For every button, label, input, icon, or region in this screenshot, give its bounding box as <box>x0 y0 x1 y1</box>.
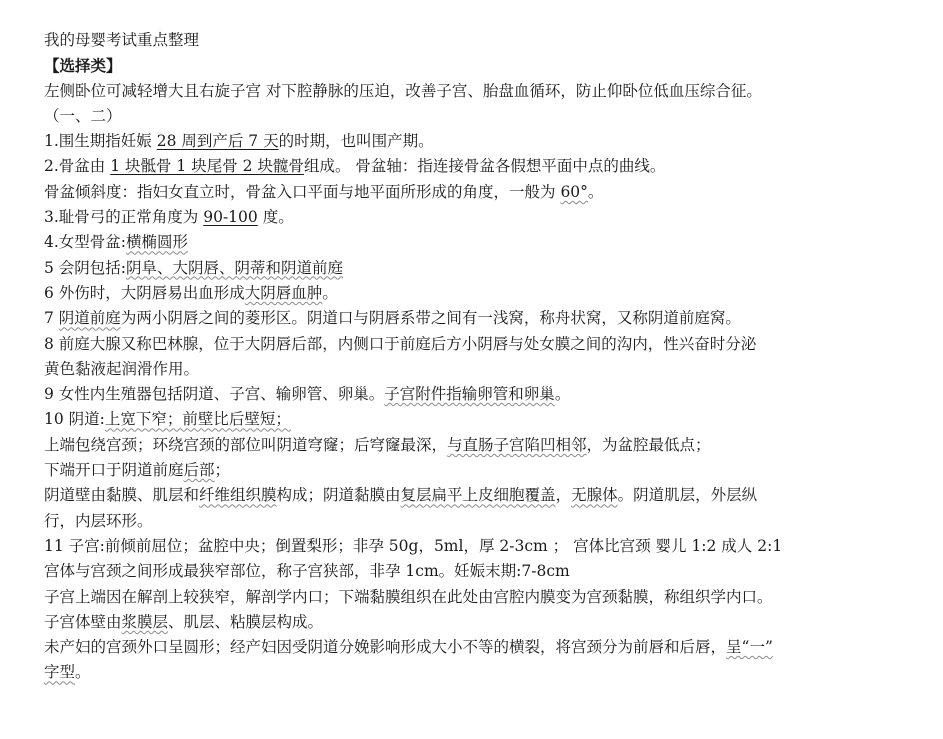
document-page <box>44 28 924 686</box>
text-line: 宫体与宫颈之间形成最狭窄部位，称子宫狭部，非孕 1cm。妊娠末期:7-8cm <box>44 562 570 581</box>
text-line: 子宫上端因在解剖上较狭窄，解剖学内口；下端黏膜组织在此处由宫腔内膜变为宫颈黏膜，称组织学内口。 <box>44 587 773 606</box>
text-line: 10 阴道:上宽下窄；前壁比后壁短； <box>44 410 291 429</box>
text-line: 子宫体壁由浆膜层、肌层、粘膜层构成。 <box>44 612 324 631</box>
text-line: 5 会阴包括:阴阜、大阴唇、阴蒂和阴道前庭 <box>44 258 344 277</box>
document-title: 我的母婴考试重点整理 <box>44 31 200 49</box>
text-line: （一、二） <box>44 106 122 125</box>
text-line: 骨盆倾斜度：指妇女直立时，骨盆入口平面与地平面所形成的角度，一般为 60°。 <box>44 182 604 201</box>
text-line: 3.耻骨弓的正常角度为 90-100 度。 <box>44 208 294 227</box>
text-line: 未产妇的宫颈外口呈圆形；经产妇因受阴道分娩影响形成大小不等的横裂，将宫颈分为前唇和后唇，呈“一” <box>44 638 773 657</box>
section-header: 【选择类】 <box>44 56 122 76</box>
text-line: 字型。 <box>44 663 91 682</box>
text-line: 1.围生期指妊娠 28 周到产后 7 天的时期，也叫围产期。 <box>44 132 434 151</box>
text-line: 8 前庭大腺又称巴林腺，位于大阴唇后部，内侧口于前庭后方小阴唇与处女膜之间的沟内，性兴奋时分泌 <box>44 334 757 353</box>
text-line: 左侧卧位可减轻增大且右旋子宫 对下腔静脉的压迫，改善子宫、胎盘血循环，防止仰卧位低血压综合征。 <box>44 81 762 100</box>
text-line: 6 外伤时，大阴唇易出血形成大阴唇血肿。 <box>44 283 338 302</box>
text-line: 下端开口于阴道前庭后部； <box>44 461 231 480</box>
text-line: 行，内层环形。 <box>44 511 153 530</box>
text-line: 黄色黏液起润滑作用。 <box>44 359 200 378</box>
text-line: 2.骨盆由 1 块骶骨 1 块尾骨 2 块髋骨组成。 骨盆轴：指连接骨盆各假想平面中点的曲线。 <box>44 157 666 176</box>
text-line: 4.女型骨盆:横椭圆形 <box>44 233 189 252</box>
text-line: 上端包绕宫颈；环绕宫颈的部位叫阴道穹窿；后穹窿最深，与直肠子宫陷凹相邻，为盆腔最低点； <box>44 435 711 454</box>
text-line: 7 阴道前庭为两小阴唇之间的菱形区。阴道口与阴唇系带之间有一浅窝，称舟状窝，又称阴道前庭窝。 <box>44 309 741 328</box>
text-line: 9 女性内生殖器包括阴道、子宫、输卵管、卵巢。子宫附件指输卵管和卵巢。 <box>44 385 571 404</box>
text-line: 11 子宫:前倾前屈位；盆腔中央；倒置梨形；非孕 50g，5ml，厚 2-3cm ； 宫体比宫颈 婴儿 1:2 成人 2:1 <box>44 536 783 555</box>
text-line: 阴道壁由黏膜、肌层和纤维组织膜构成；阴道黏膜由复层扁平上皮细胞覆盖，无腺体。阴道肌层，外层纵 <box>44 486 758 505</box>
